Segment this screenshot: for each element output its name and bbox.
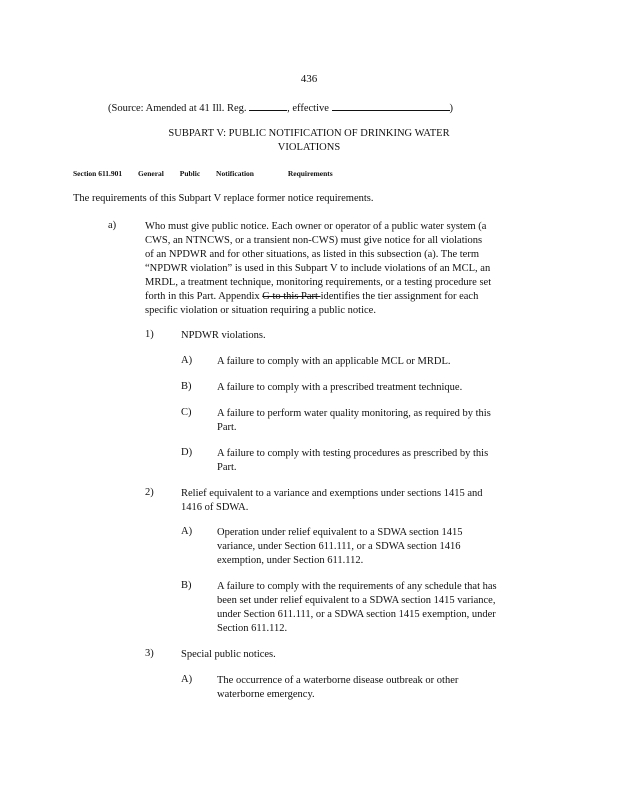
paragraph-2-line: Relief equivalent to a variance and exemptions under sections 1415 and: [181, 488, 483, 499]
subpart-title-line2: VIOLATIONS: [277, 142, 341, 153]
subsection-a-line: CWS, an NTNCWS, or a transient non-CWS) must give notice for all violations: [145, 235, 483, 246]
item-line: variance, under Section 611.111, or a SDWA section 1416: [217, 541, 461, 552]
subsection-a-line-start: forth in this Part. Appendix: [145, 291, 263, 302]
subsection-a-line: “NPDWR violation” is used in this Subpart V to include violations of an MCL, an: [145, 263, 491, 274]
source-text-end: ): [449, 103, 454, 114]
paragraph-2-text: [181, 487, 523, 515]
item-line: The occurrence of a waterborne disease outbreak or other: [217, 675, 459, 686]
paragraph-2-marker: 2): [145, 487, 154, 498]
item-line: A failure to comply with the requirements of any schedule that has: [217, 581, 497, 592]
item-1D-marker: D): [181, 447, 193, 458]
subsection-a-line: specific violation or situation requiring a public notice.: [145, 305, 376, 316]
subsection-a-line: of an NPDWR and for other situations, as listed in this subsection (a). The term: [145, 249, 479, 260]
section-heading-word-notification: Notification: [216, 169, 254, 178]
item-3A-text: [217, 674, 489, 702]
source-note: [108, 101, 453, 114]
section-heading-word-public: Public: [179, 169, 201, 178]
item-3A-marker: A): [181, 674, 193, 685]
item-1C-marker: C): [181, 407, 192, 418]
subsection-a-line: [145, 290, 540, 304]
paragraph-2-line: 1416 of SDWA.: [181, 502, 249, 513]
section-heading-word-requirements: Requirements: [287, 169, 333, 178]
source-text-before: (Source: Amended at 41 Ill. Reg.: [108, 103, 250, 114]
item-2A-marker: A): [181, 526, 193, 537]
item-line: Section 611.112.: [217, 623, 288, 634]
paragraph-1-text: NPDWR violations.: [181, 330, 266, 341]
paragraph-1-marker: 1): [145, 329, 154, 340]
intro-paragraph: The requirements of this Subpart V replace former notice requirements.: [73, 193, 374, 204]
subpart-title-line1: SUBPART V: PUBLIC NOTIFICATION OF DRINKING WATER: [168, 128, 450, 139]
item-1A-text: [217, 355, 535, 369]
subsection-a-paragraph: [145, 220, 540, 318]
section-heading-word-general: General: [138, 169, 164, 178]
paragraph-3-marker: 3): [145, 648, 154, 659]
item-line: Part.: [217, 422, 237, 433]
item-line: waterborne emergency.: [217, 689, 315, 700]
source-text-middle: , effective: [287, 103, 332, 114]
subsection-a-line: MRDL, a treatment technique, monitoring requirements, or a testing procedure set: [145, 277, 492, 288]
item-line: A failure to comply with a prescribed treatment technique.: [217, 382, 463, 393]
subsection-a-marker: a): [108, 220, 117, 231]
item-2A-text: [217, 526, 499, 568]
subpart-title: [120, 127, 498, 155]
item-1D-text: [217, 447, 535, 475]
item-line: A failure to perform water quality monitoring, as required by this: [217, 408, 491, 419]
paragraph-3-text: Special public notices.: [181, 649, 276, 660]
item-line: A failure to comply with an applicable MCL or MRDL.: [217, 356, 451, 367]
item-2B-text: [217, 580, 537, 636]
item-line: been set under relief equivalent to a SDWA section 1415 variance,: [217, 595, 496, 606]
subsection-a-line-rest: identifies the tier assignment for each: [320, 291, 479, 302]
subsection-a-line: Who must give public notice. Each owner or operator of a public water system (a: [145, 221, 487, 232]
item-line: exemption, under Section 611.112.: [217, 555, 364, 566]
effective-date-blank: [332, 101, 450, 111]
item-1B-text: [217, 381, 535, 395]
item-line: Part.: [217, 462, 237, 473]
page-number: 436: [300, 73, 318, 85]
section-number: Section 611.901: [73, 169, 123, 178]
item-line: under Section 611.111, or a SDWA section 1415 exemption, under: [217, 609, 496, 620]
section-heading: [73, 169, 347, 178]
item-line: A failure to comply with testing procedures as prescribed by this: [217, 448, 489, 459]
register-blank: [249, 101, 287, 111]
item-1A-marker: A): [181, 355, 193, 366]
item-1B-marker: B): [181, 381, 192, 392]
item-1C-text: [217, 407, 535, 435]
item-line: Operation under relief equivalent to a SDWA section 1415: [217, 527, 463, 538]
item-2B-marker: B): [181, 580, 192, 591]
deleted-text: G to this Part: [262, 291, 321, 302]
